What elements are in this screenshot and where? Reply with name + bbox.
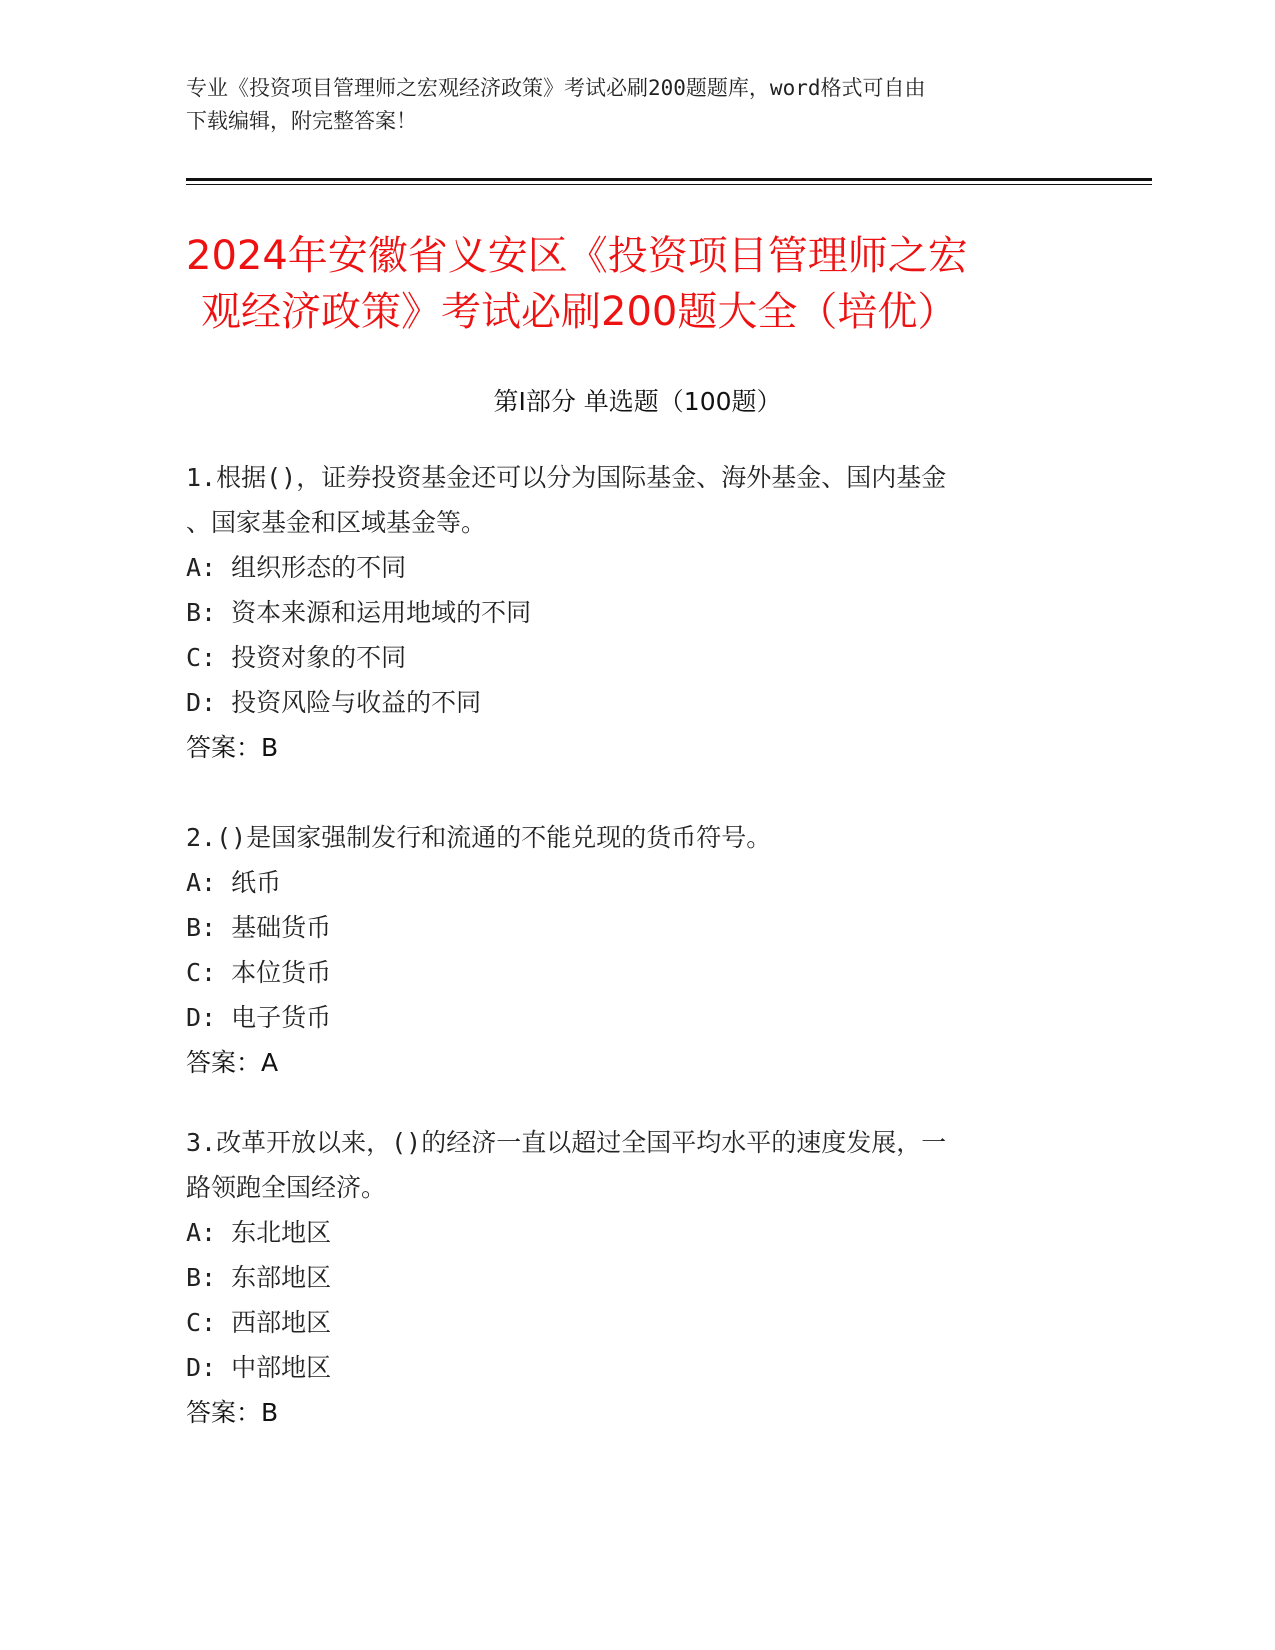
- option-d: D: 投资风险与收益的不同: [186, 688, 482, 717]
- answer: 答案：B: [186, 1398, 279, 1427]
- intro-line-1: 专业《投资项目管理师之宏观经济政策》考试必刷200题题库，word格式可自由: [186, 76, 926, 100]
- answer: 答案：B: [186, 733, 279, 762]
- section-heading: 第Ⅰ部分 单选题（100题）: [493, 387, 782, 416]
- question-3: [186, 1120, 1066, 1435]
- intro-line-2: 下载编辑，附完整答案！: [186, 109, 417, 133]
- document-intro: [186, 72, 1086, 138]
- option-a: A: 东北地区: [186, 1218, 332, 1247]
- option-b: B: 资本来源和运用地域的不同: [186, 598, 532, 627]
- question-1: [186, 455, 1066, 770]
- option-d: D: 电子货币: [186, 1003, 332, 1032]
- question-stem-line-1: 1.根据()，证券投资基金还可以分为国际基金、海外基金、国内基金: [186, 463, 947, 492]
- question-2: [186, 815, 1066, 1085]
- option-c: C: 本位货币: [186, 958, 332, 987]
- option-a: A: 纸币: [186, 868, 282, 897]
- option-b: B: 东部地区: [186, 1263, 332, 1292]
- header-divider-thin: [186, 184, 1152, 185]
- title-line-2: 观经济政策》考试必刷200题大全（培优）: [201, 289, 958, 335]
- question-stem-line-2: 路领跑全国经济。: [186, 1173, 387, 1202]
- option-a: A: 组织形态的不同: [186, 553, 407, 582]
- document-title: [186, 228, 1106, 340]
- question-stem-line-1: 2.()是国家强制发行和流通的不能兑现的货币符号。: [186, 823, 772, 852]
- option-c: C: 西部地区: [186, 1308, 332, 1337]
- header-divider-thick: [186, 178, 1152, 181]
- option-c: C: 投资对象的不同: [186, 643, 407, 672]
- option-d: D: 中部地区: [186, 1353, 332, 1382]
- answer: 答案：A: [186, 1048, 279, 1077]
- question-stem-line-2: 、国家基金和区域基金等。: [186, 508, 487, 537]
- title-line-1: 2024年安徽省义安区《投资项目管理师之宏: [186, 233, 968, 279]
- question-stem-line-1: 3.改革开放以来，()的经济一直以超过全国平均水平的速度发展，一: [186, 1128, 947, 1157]
- option-b: B: 基础货币: [186, 913, 332, 942]
